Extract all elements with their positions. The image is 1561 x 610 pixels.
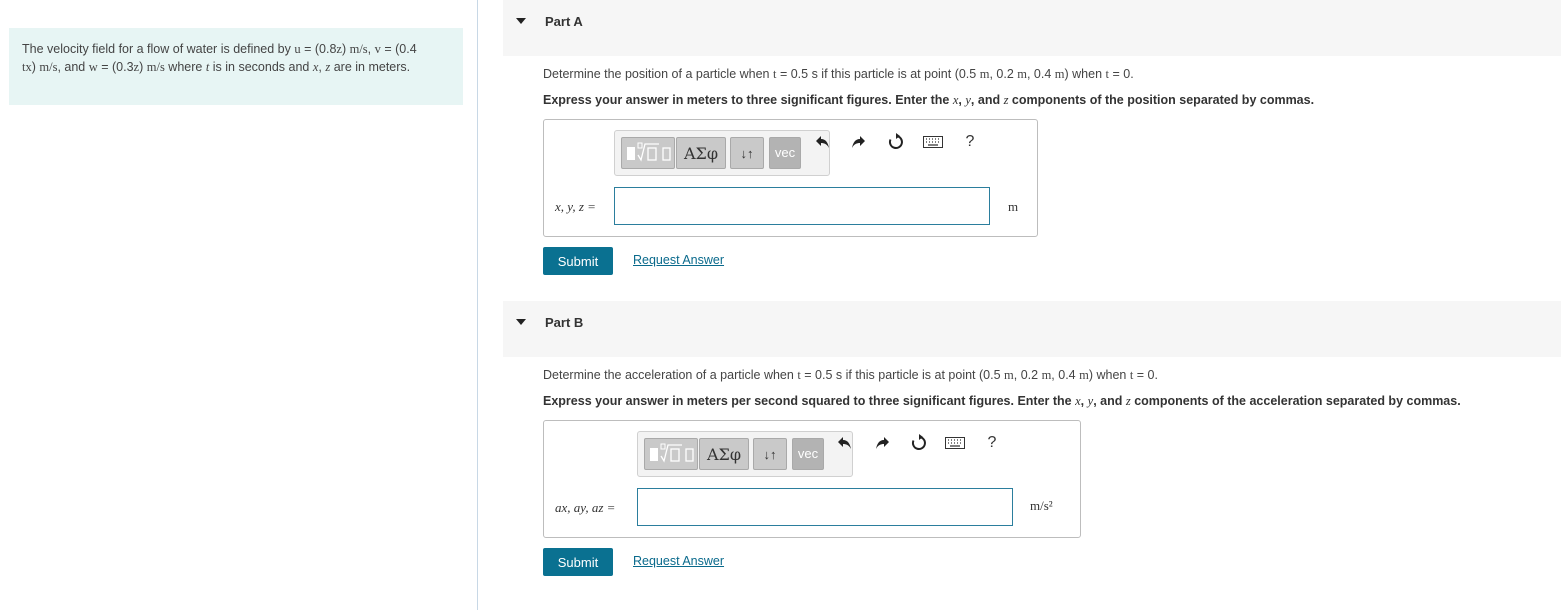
part-b-unit: m/s²	[1030, 498, 1053, 513]
vector-button[interactable]: vec	[769, 137, 801, 169]
part-a-submit-button[interactable]: Submit	[543, 247, 613, 275]
reset-icon[interactable]	[908, 434, 930, 452]
help-icon[interactable]: ?	[987, 434, 997, 451]
part-a-answer-input[interactable]	[614, 187, 990, 225]
part-b-header[interactable]	[503, 301, 1561, 357]
problem-statement: The velocity field for a flow of water is defined by u = (0.8z) m/s, v = (0.4 tx) m/s, and w = (0.3z) m/s where t is in seconds and x, z are in meters.	[9, 28, 463, 105]
help-icon[interactable]: ?	[965, 133, 975, 150]
redo-icon[interactable]	[871, 434, 893, 452]
part-a-answer-panel	[543, 119, 1038, 237]
undo-icon[interactable]	[812, 133, 834, 151]
part-b-request-answer-link[interactable]: Request Answer	[633, 554, 725, 568]
radical-template-icon	[648, 443, 694, 465]
collapse-triangle-icon[interactable]	[516, 319, 526, 325]
templates-button[interactable]	[621, 137, 675, 169]
part-a-request-answer-link[interactable]: Request Answer	[633, 253, 725, 267]
part-a-answer-label: x, y, z =	[555, 199, 596, 214]
reset-icon[interactable]	[885, 133, 907, 151]
greek-symbols-button[interactable]: ΑΣφ	[699, 438, 749, 470]
part-b-answer-input[interactable]	[637, 488, 1013, 526]
keyboard-icon[interactable]	[922, 133, 944, 151]
templates-button[interactable]	[644, 438, 698, 470]
part-b-title: Part B	[545, 315, 584, 330]
subscript-superscript-button[interactable]: ↓↑	[730, 137, 764, 169]
undo-icon[interactable]	[834, 434, 856, 452]
part-a-title: Part A	[545, 14, 583, 29]
problem-column	[0, 0, 478, 610]
collapse-triangle-icon[interactable]	[516, 18, 526, 24]
part-a-unit: m	[1008, 199, 1019, 214]
part-b-instruction: Express your answer in meters per second squared to three significant figures. Enter the x, y, and z components of the acceleration separated by commas.	[543, 394, 1461, 408]
part-b-prompt: Determine the acceleration of a particle when t = 0.5 s if this particle is at point (0.5 m, 0.2 m, 0.4 m) when t = 0.	[543, 368, 1158, 382]
vector-button[interactable]: vec	[792, 438, 824, 470]
math-toolbar	[614, 130, 830, 176]
radical-template-icon	[625, 142, 671, 164]
keyboard-icon[interactable]	[944, 434, 966, 452]
part-b-answer-panel	[543, 420, 1081, 538]
part-a-prompt: Determine the position of a particle when t = 0.5 s if this particle is at point (0.5 m, 0.2 m, 0.4 m) when t = 0.	[543, 67, 1134, 81]
part-a-header[interactable]	[503, 0, 1561, 56]
part-b-answer-label: ax, ay, az =	[555, 500, 616, 515]
math-toolbar	[637, 431, 853, 477]
redo-icon[interactable]	[847, 133, 869, 151]
greek-symbols-button[interactable]: ΑΣφ	[676, 137, 726, 169]
part-b-submit-button[interactable]: Submit	[543, 548, 613, 576]
subscript-superscript-button[interactable]: ↓↑	[753, 438, 787, 470]
part-a-instruction: Express your answer in meters to three significant figures. Enter the x, y, and z components of the position separated by commas.	[543, 93, 1315, 107]
